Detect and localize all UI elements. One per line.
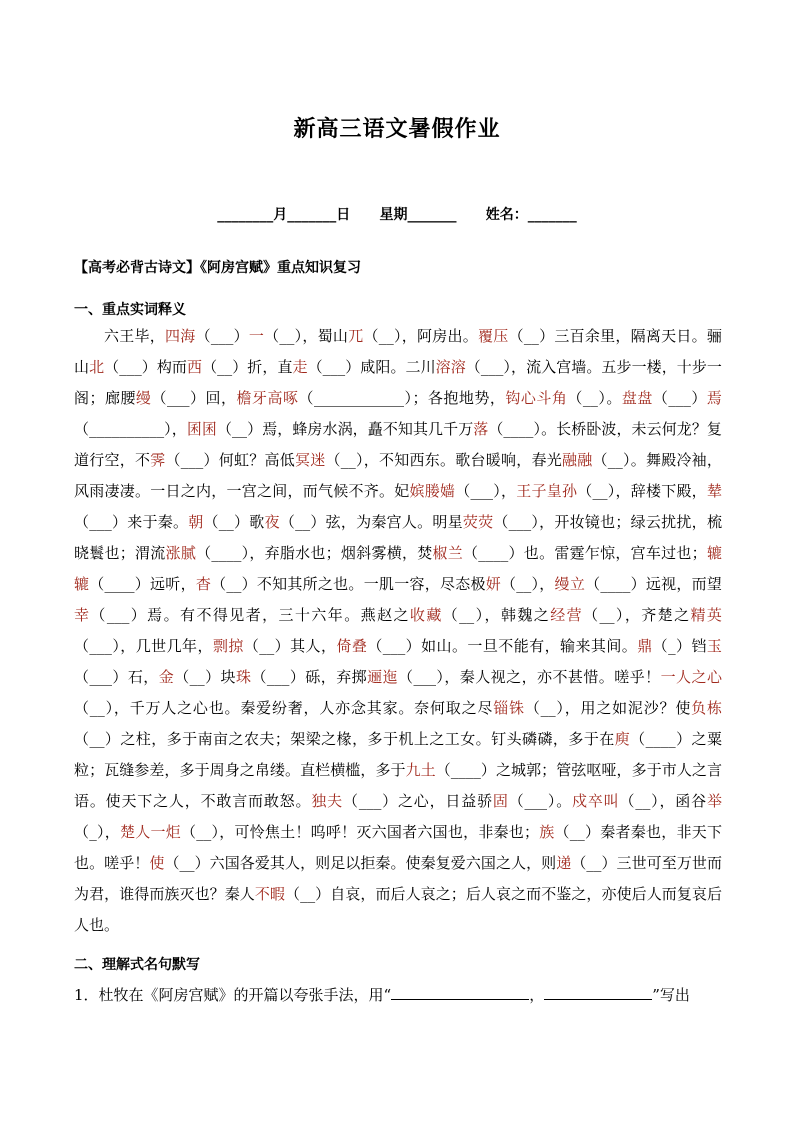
key-word: 溶溶 (435, 358, 466, 376)
key-word: 缦立 (554, 575, 586, 593)
passage-segment: （___），秦人视之，亦不甚惜。嗟乎！ (398, 668, 661, 686)
question-1-comma: ， (529, 986, 545, 1004)
key-word: 王子皇孙 (516, 482, 578, 500)
passage-segment: （__），阿房出。 (363, 327, 479, 345)
passage-segment: 六王毕， (104, 327, 166, 345)
passage-segment: （____）之粟粒；瓦缝参差，多于周身之帛缕。直栏横槛，多于 (74, 730, 722, 779)
passage-segment: （__），用之如泥沙？使 (524, 699, 692, 717)
key-word: 经营 (550, 606, 584, 624)
key-word: 逦迤 (367, 668, 398, 686)
passage-segment: （___）砾，弃掷 (251, 668, 368, 686)
key-word: 族 (539, 823, 555, 841)
passage-segment: （__），辞楼下殿， (577, 482, 707, 500)
passage-segment: （__），函谷 (619, 792, 707, 810)
passage-segment: （___），几世几年， (74, 637, 213, 655)
passage-segment: （__）之柱，多于南亩之农夫；架梁之椽，多于机上之工女。钉头磷磷，多于在 (74, 730, 615, 748)
key-word: 剽掠 (212, 637, 244, 655)
passage-segment: （__），可怜焦土！呜呼！灭六国者六国也，非秦也； (180, 823, 540, 841)
passage-segment: （__________）， (74, 420, 187, 438)
key-word: 收藏 (409, 606, 443, 624)
key-word: 举 (706, 792, 722, 810)
passage-segment: （____________）；各抱地势， (298, 389, 506, 407)
key-word: 不暇 (254, 885, 286, 903)
key-word: 辇 (706, 482, 722, 500)
passage-segment: （__），韩魏之 (442, 606, 551, 624)
passage-segment: （__）三世可至万世而为君，谁得而族灭也？秦人 (74, 854, 722, 903)
passage-segment: （____），弃脂水也；烟斜雾横，焚 (196, 544, 433, 562)
passage-segment: （___）如山。一旦不能有，输来其间。 (367, 637, 638, 655)
key-word: 钩心斗角 (505, 389, 568, 407)
passage-segment: （__）。舞殿冷袖，风雨凄凄。一日之内，一宫之间，而气候不齐。妃 (74, 451, 722, 500)
passage-segment: （____）。长桥卧波，未云何龙？复道行空，不 (74, 420, 722, 469)
date-name-line: ________月_______日 星期_______ 姓名：_______ (217, 207, 577, 223)
passage-segment: （__），不知西东。歌台暖响，春光 (325, 451, 562, 469)
key-word: 一人之心 (660, 668, 722, 686)
passage-segment: （_）铛 (652, 637, 707, 655)
passage-segment: （__）自哀，而后人哀之；后人哀之而不鉴之，亦使后人而复哀后人也。 (74, 885, 722, 934)
section-2-title: 二、理解式名句默写 (74, 957, 200, 973)
passage-segment: （____）之城郭；管弦呕哑，多于市人之言语。使天下之人，不敢言而敢怒。 (74, 761, 722, 810)
passage-segment: （___）焉。有不得见者，三十六年。燕赵之 (90, 606, 410, 624)
key-word: 玉 (706, 637, 722, 655)
passage-segment: （__），千万人之心也。秦爱纷奢，人亦念其家。奈何取之尽 (74, 699, 494, 717)
passage-segment: （___），流入宫墙。五步一楼，十步一阁；廊腰 (74, 358, 722, 407)
passage-segment: （__）块 (174, 668, 236, 686)
key-word: 冥迷 (294, 451, 326, 469)
passage-segment: （__）不知其所之也。一肌一容，尽态极 (211, 575, 486, 593)
key-word: 幸 (74, 606, 91, 624)
key-word: 嫔媵嫱 (409, 482, 456, 500)
key-word: 戍卒叫 (572, 792, 620, 810)
passage-segment: （___）， (455, 482, 517, 500)
key-word: 一 (248, 327, 265, 345)
question-1 (74, 984, 734, 1006)
topic-heading: 【高考必背古诗文】《阿房宫赋》重点知识复习 (74, 260, 361, 276)
key-word: 覆压 (478, 327, 509, 345)
passage-segment: （___）何虹？高低 (165, 451, 295, 469)
key-word: 檐牙高啄 (236, 389, 299, 407)
passage-segment: （___）之心，日益骄 (343, 792, 493, 810)
passage-segment: （___） (195, 327, 249, 345)
passage-segment: （___）来于秦。 (74, 513, 189, 531)
key-word: 椒兰 (432, 544, 464, 562)
passage-segment: （___）石， (74, 668, 159, 686)
passage-segment: （__）折，直 (202, 358, 293, 376)
passage-segment: （__）， (501, 575, 555, 593)
passage-segment: （__）弦，为秦宫人。明星 (279, 513, 463, 531)
passage-segment: （___）构而 (104, 358, 188, 376)
passage-segment: （__）六国各爱其人，则足以拒秦。使秦复爱六国之人，则 (164, 854, 557, 872)
key-word: 负栋 (691, 699, 722, 717)
key-word: 霁 (150, 451, 166, 469)
passage-segment: （___）。 (508, 792, 573, 810)
passage-segment: （__）其人， (243, 637, 337, 655)
passage-segment: （____）远听， (89, 575, 196, 593)
question-1-prefix: 1．杜牧在《阿房宫赋》的开篇以夸张手法，用“ (74, 986, 392, 1004)
passage-segment: （__）。 (567, 389, 622, 407)
key-word: 固 (492, 792, 509, 810)
answer-blank-2[interactable] (544, 985, 652, 1000)
passage-segment: （___）咸阳。二川 (307, 358, 436, 376)
key-word: 楚人一炬 (119, 823, 181, 841)
key-word: 四海 (165, 327, 196, 345)
key-word: 朝 (188, 513, 204, 531)
passage-text (74, 321, 722, 941)
key-word: 九土 (405, 761, 436, 779)
key-word: 使 (149, 854, 165, 872)
section-1-title: 一、重点实词释义 (74, 302, 186, 318)
key-word: 走 (292, 358, 308, 376)
question-1-suffix: ”写出 (652, 986, 690, 1004)
key-word: 囷囷 (186, 420, 217, 438)
key-word: 妍 (485, 575, 502, 593)
key-word: 融融 (561, 451, 593, 469)
key-word: 辘辘 (74, 544, 722, 593)
key-word: 西 (187, 358, 203, 376)
passage-segment: （___） (652, 389, 707, 407)
key-word: 盘盘 (621, 389, 653, 407)
key-word: 荧荧 (462, 513, 494, 531)
passage-segment: （__）歌 (203, 513, 265, 531)
key-word: 鼎 (637, 637, 653, 655)
passage-segment: （_）， (74, 823, 120, 841)
passage-segment: （__），蜀山 (264, 327, 349, 345)
page-title: 新高三语文暑假作业 (293, 116, 501, 142)
key-word: 庾 (614, 730, 631, 748)
passage-segment: （____）也。雷霆乍惊，宫车过也； (463, 544, 707, 562)
key-word: 缦 (135, 389, 152, 407)
key-word: 金 (158, 668, 175, 686)
passage-segment: （__）三百余里，隔离天日。骊山 (74, 327, 722, 376)
passage-segment: （__）焉，蜂房水涡，矗不知其几千万 (216, 420, 474, 438)
key-word: 杳 (195, 575, 212, 593)
passage-segment: （____）远视，而望 (585, 575, 722, 593)
key-word: 焉 (706, 389, 722, 407)
key-word: 精英 (690, 606, 722, 624)
key-word: 夜 (264, 513, 280, 531)
key-word: 珠 (236, 668, 252, 686)
key-word: 倚叠 (336, 637, 368, 655)
key-word: 涨腻 (165, 544, 197, 562)
key-word: 锱铢 (493, 699, 525, 717)
key-word: 独夫 (311, 792, 343, 810)
passage-segment: （___）回， (151, 389, 237, 407)
key-word: 递 (556, 854, 572, 872)
key-word: 落 (473, 420, 489, 438)
key-word: 兀 (348, 327, 364, 345)
passage-segment: （__）秦者秦也，非天下也。嗟乎！ (74, 823, 722, 872)
passage-segment: （__），齐楚之 (583, 606, 691, 624)
key-word: 北 (89, 358, 105, 376)
passage-segment: （___），开妆镜也；绿云扰扰，梳晓鬟也；渭流 (74, 513, 722, 562)
answer-blank-1[interactable] (391, 985, 529, 1000)
